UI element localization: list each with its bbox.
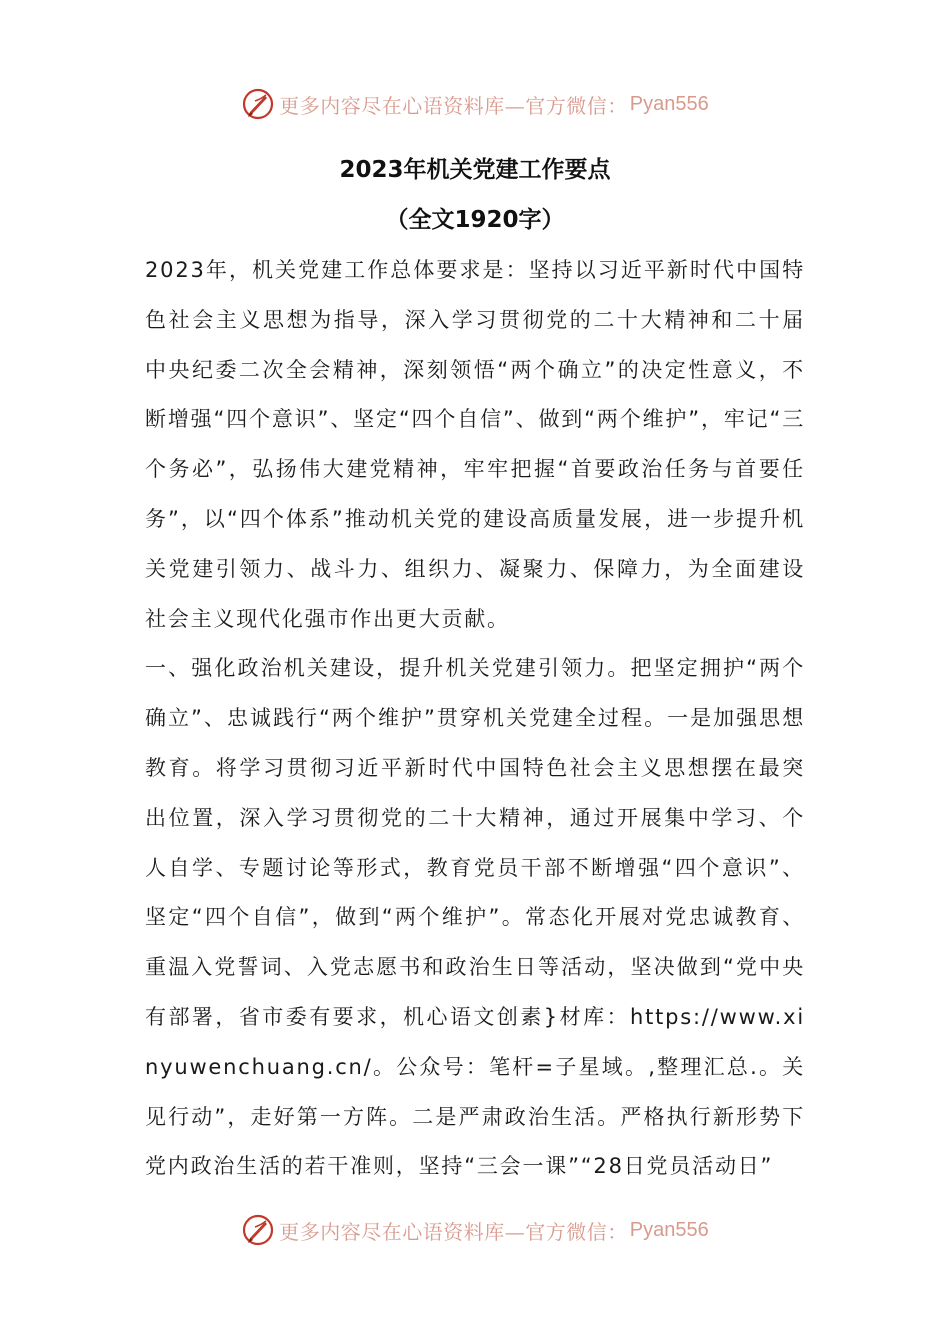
quill-pen-logo-icon [241,1213,275,1247]
footer-banner-handle: Pyan556 [629,1218,709,1241]
quill-pen-logo-icon [241,87,275,121]
paragraph-political-construction: 一、强化政治机关建设，提升机关党建引领力。把坚定拥护“两个确立”、忠诚践行“两个维护”贯穿机关党建全过程。一是加强思想教育。将学习贯彻习近平新时代中国特色社会主义思想摆在最突出位置，深入学习贯彻党的二十大精神，通过开展集中学习、个人自学、专题讨论等形式，教育党员干部不断增强“四个意识”、坚定“四个自信”，做到“两个维护”。常态化开展对党忠诚教育、重温入党誓词、入党志愿书和政治生日等活动，坚决做到“党中央有部署，省市委有要求，机心语文创素}材库：https://www.xinyuwenchuang.cn/。公众号：笔杆=子星域。,整理汇总.。关见行动”，走好第一方阵。二是严肃政治生活。严格执行新形势下党内政治生活的若干准则，坚持“三会一课”“28日党员活动日” [145,656,805,1179]
footer-watermark-banner [0,1208,950,1252]
header-banner-handle: Pyan556 [629,92,709,115]
document-title: 2023年机关党建工作要点 [339,157,611,183]
footer-banner-text: 更多内容尽在心语资料库—官方微信： [279,1219,628,1244]
paragraph-general-requirements: 2023年，机关党建工作总体要求是：坚持以习近平新时代中国特色社会主义思想为指导，深入学习贯彻党的二十大精神和二十届中央纪委二次全会精神，深刻领悟“两个确立”的决定性意义，不断增强“四个意识”、坚定“四个自信”、做到“两个维护”，牢记“三个务必”，弘扬伟大建党精神，牢牢把握“首要政治任务与首要任务”，以“四个体系”推动机关党的建设高质量发展，进一步提升机关党建引领力、战斗力、组织力、凝聚力、保障力，为全面建设社会主义现代化强市作出更大贡献。 [145,258,805,631]
document-body [145,246,805,1192]
document-subtitle: （全文1920字） [385,207,565,233]
header-banner-text: 更多内容尽在心语资料库—官方微信： [279,93,628,118]
header-watermark-banner [0,82,950,126]
